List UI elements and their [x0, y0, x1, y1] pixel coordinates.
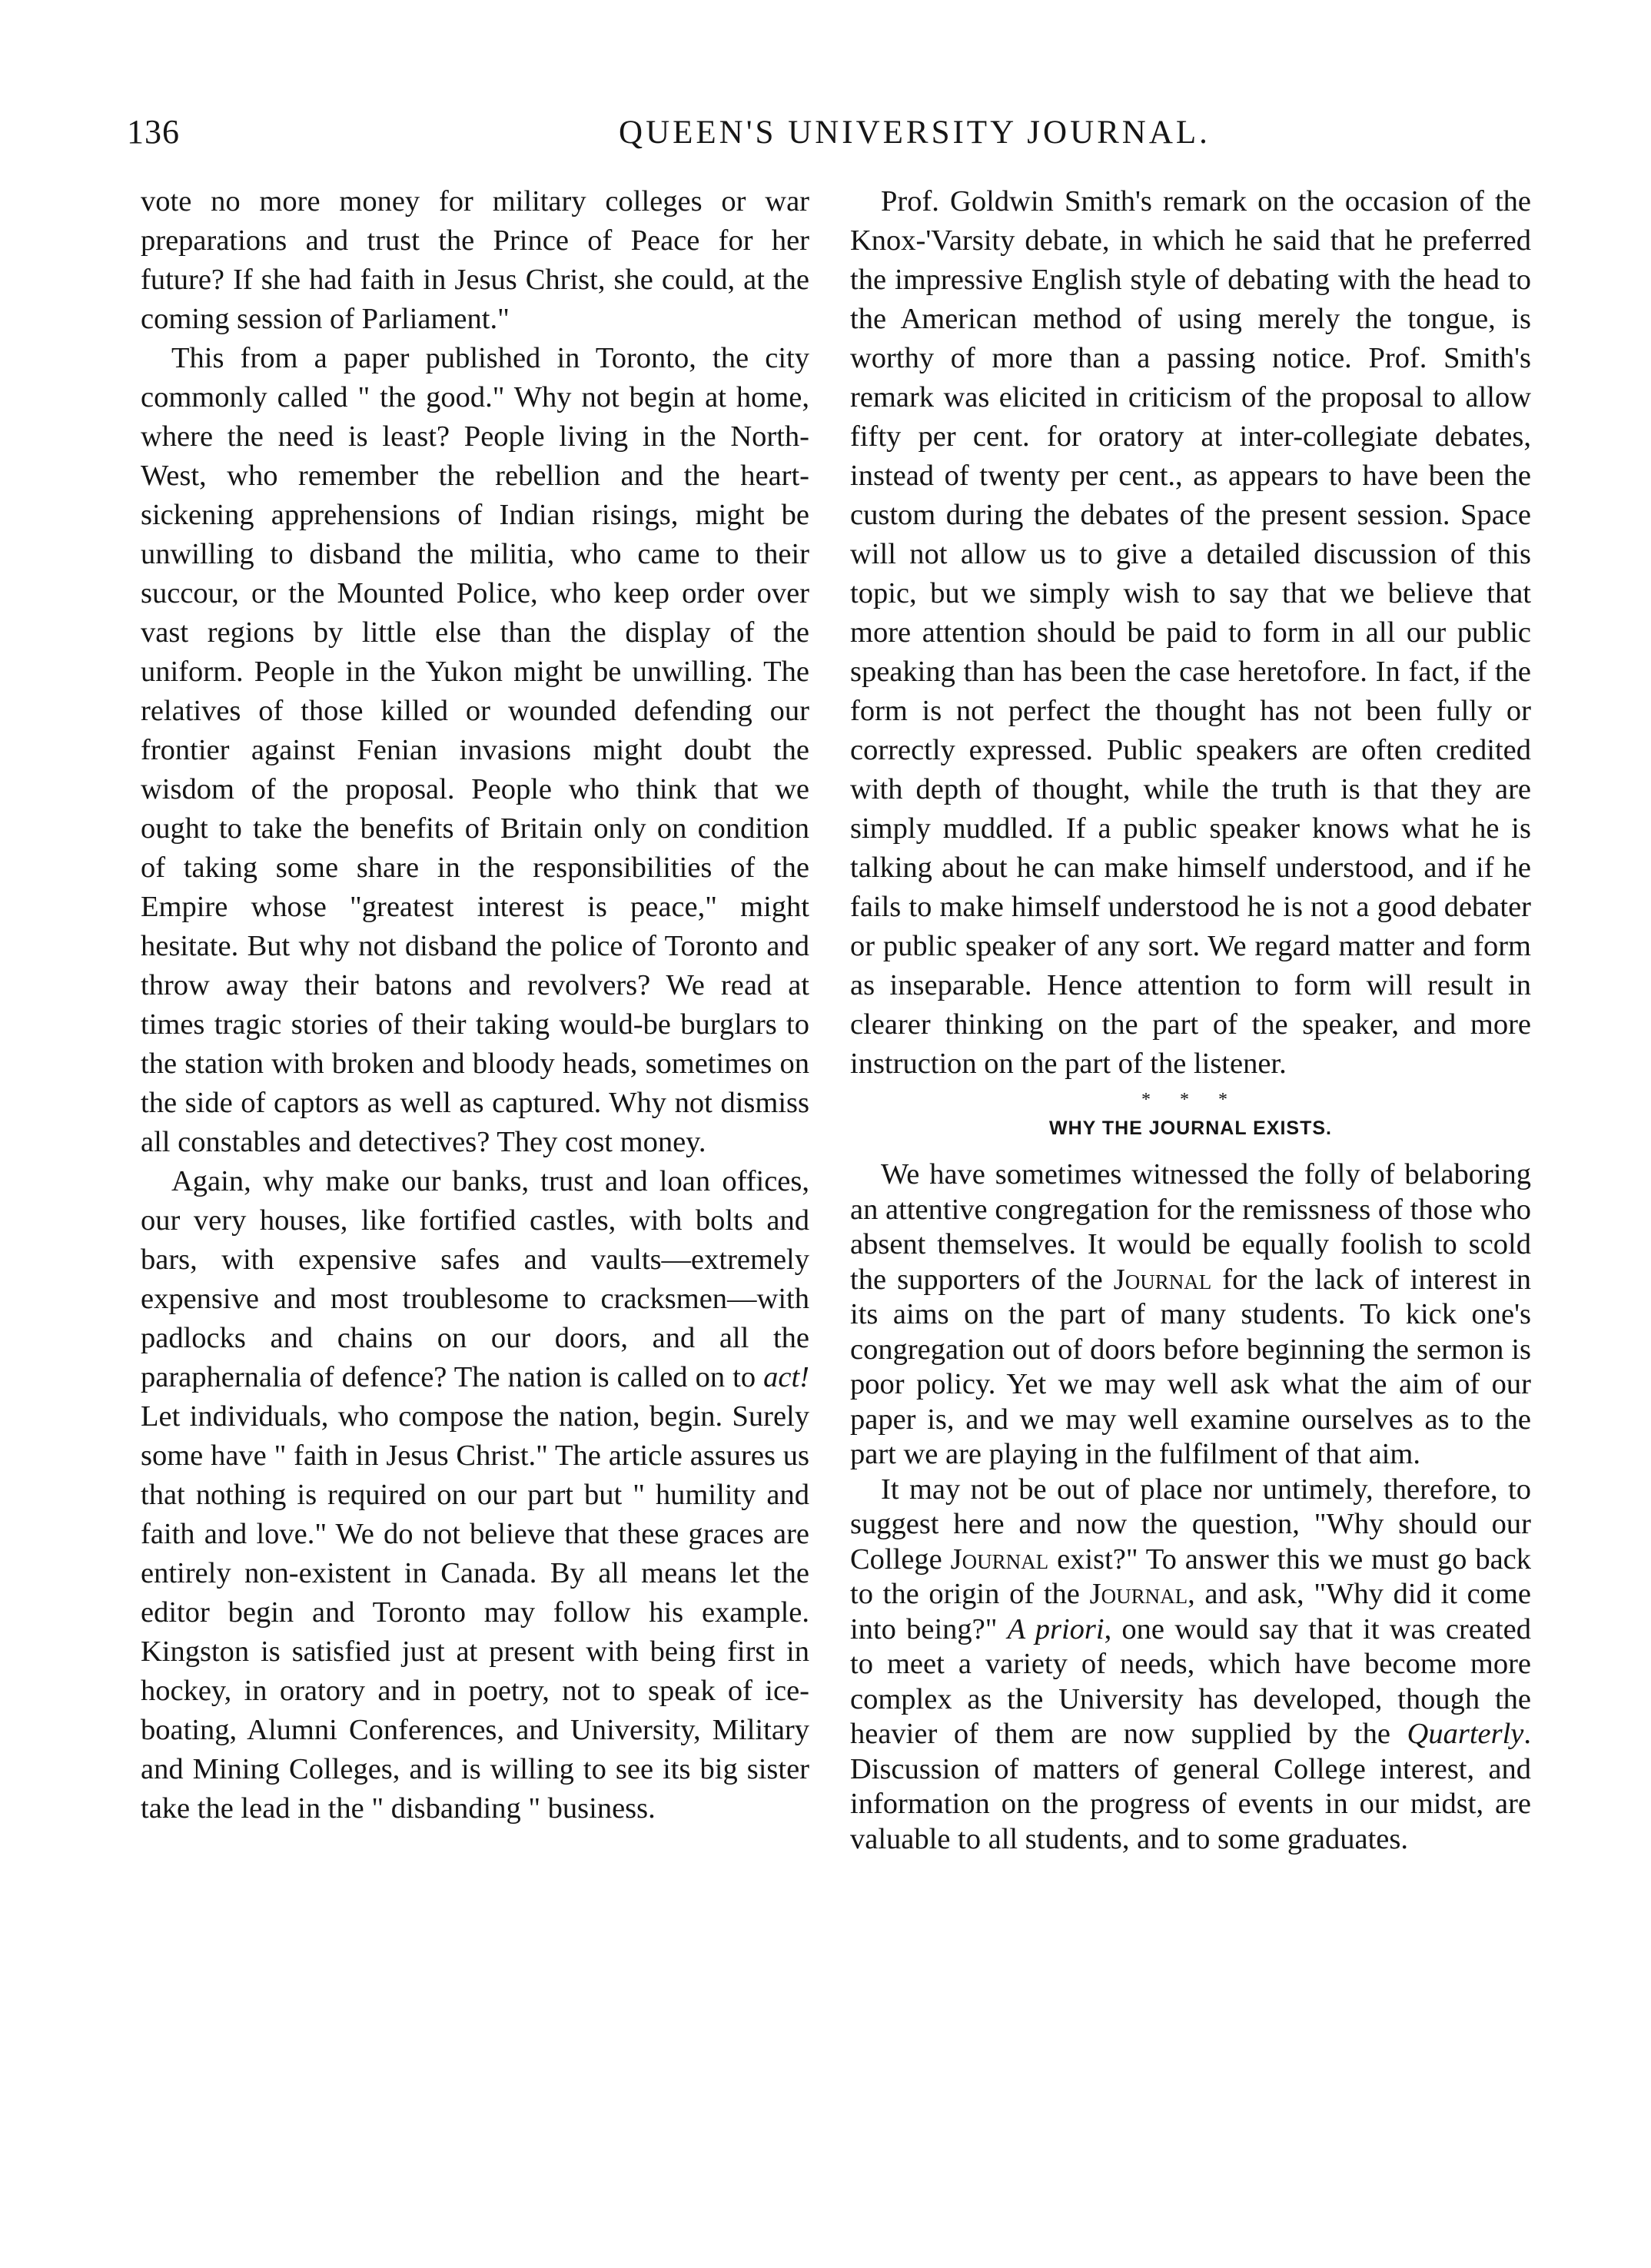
right-paragraph-2-part-1: We have sometimes witnessed the folly of belaboring an attentive congregation for the remissness of those who absent themselves. It would be equally foolish to scold the supporters of the	[850, 1158, 1531, 1296]
right-paragraph-3	[850, 1473, 1531, 1858]
left-paragraph-1: vote no more money for military colleges or war preparations and trust the Prince of Peace for her future? If she had faith in Jesus Christ, she could, at the coming session of Parliament."	[141, 185, 809, 335]
right-paragraph-3-part-1: It may not be out of place nor untimely, therefore, to suggest here and now the question, "Why should our College	[850, 1473, 1531, 1576]
right-paragraph-3-part-3: , and ask, "Why did it come into being?"	[850, 1578, 1531, 1645]
left-column	[141, 182, 809, 1828]
right-paragraph-2-part-2: for the lack of interest in its aims on the part of many students. To kick one's congregation out of doors before beginning the sermon is poor policy. Yet we may well ask what the aim of our paper is, and we may well examine ourselves as to the part we are playing in the fulfilment of that aim.	[850, 1263, 1531, 1470]
emphasis-a-priori: A priori	[1007, 1612, 1105, 1645]
journal-smallcaps: Journal	[1113, 1263, 1212, 1296]
left-paragraph-2: This from a paper published in Toronto, the city commonly called " the good." Why not begin at home, where the need is least? People living in the North-West, who remember the rebellion and the heart-sickening apprehensions of Indian risings, might be unwilling to disband the militia, who came to their succour, or the Mounted Police, who keep order over vast regions by little else than the display of the uniform. People in the Yukon might be unwilling. The relatives of those killed or wounded defending our frontier against Fenian invasions might doubt the wisdom of the proposal. People who think that we ought to take the benefits of Britain only on condition of taking some share in the responsibilities of the Empire whose "greatest interest is peace," might hesitate. But why not disband the police of Toronto and throw away their batons and revolvers? We read at times tragic stories of their taking would-be burglars to the station with broken and bloody heads, sometimes on the side of captors as well as captured. Why not dismiss all constables and detectives? They cost money.	[141, 342, 809, 1158]
section-heading: WHY THE JOURNAL EXISTS.	[1049, 1117, 1332, 1139]
left-paragraph-3	[141, 1162, 809, 1828]
right-column	[850, 182, 1531, 1857]
journal-smallcaps: Journal	[1089, 1578, 1188, 1610]
right-paragraph-3-part-2: exist?" To answer this we must go back to the origin of the	[850, 1542, 1531, 1610]
emphasis-quarterly: Quarterly	[1407, 1718, 1524, 1750]
right-paragraph-1: Prof. Goldwin Smith's remark on the occasion of the Knox-'Varsity debate, in which he said that he preferred the impressive English style of debating with the head to the American method of using merely the tongue, is worthy of more than a passing notice. Prof. Smith's remark was elicited in criticism of the proposal to allow fifty per cent. for oratory at inter-collegiate debates, instead of twenty per cent., as appears to have been the custom during the debates of the present session. Space will not allow us to give a detailed discussion of this topic, but we simply wish to say that we believe that more attention should be paid to form in all our public speaking than has been the case heretofore. In fact, if the form is not perfect the thought has not been fully or correctly expressed. Public speakers are often credited with depth of thought, while the truth is that they are simply muddled. If a public speaker knows what he is talking about he can make himself understood, and if he fails to make himself understood he is not a good debater or public speaker of any sort. We regard matter and form as inseparable. Hence attention to form will result in clearer thinking on the part of the speaker, and more instruction on the part of the listener.	[850, 185, 1531, 1080]
right-paragraph-3-part-5: . Discussion of matters of general College interest, and information on the progress of events in our midst, are valuable to all students, and to some graduates.	[850, 1718, 1531, 1855]
journal-smallcaps: Journal	[950, 1542, 1049, 1576]
right-paragraph-2	[850, 1157, 1531, 1473]
left-paragraph-3-part-1: Again, why make our banks, trust and loan offices, our very houses, like fortified castles, with bolts and bars, with expensive safes and vaults—extremely expensive and most troublesome to cracksmen—with padlocks and chains on our doors, and all the paraphernalia of defence? The nation is called on to	[141, 1165, 809, 1393]
asterism-divider: * * *	[1141, 1090, 1240, 1110]
page-number: 136	[127, 113, 180, 151]
running-head: QUEEN'S UNIVERSITY JOURNAL.	[619, 115, 1211, 151]
emphasis-act: act!	[763, 1361, 809, 1393]
left-paragraph-3-part-2: Let individuals, who compose the nation, begin. Surely some have " faith in Jesus Christ." The article assures us that nothing is required on our part but " humility and faith and love." We do not believe that these graces are entirely non-existent in Canada. By all means let the editor begin and Toronto may follow his example. Kingston is satisfied just at present with being first in hockey, in oratory and in poetry, not to speak of ice-boating, Alumni Conferences, and University, Military and Mining Colleges, and is willing to see its big sister take the lead in the " disbanding " business.	[141, 1400, 809, 1825]
right-paragraph-3-part-4: , one would say that it was created to meet a variety of needs, which have become more complex as the University has developed, though the heavier of them are now supplied by the	[850, 1612, 1532, 1750]
